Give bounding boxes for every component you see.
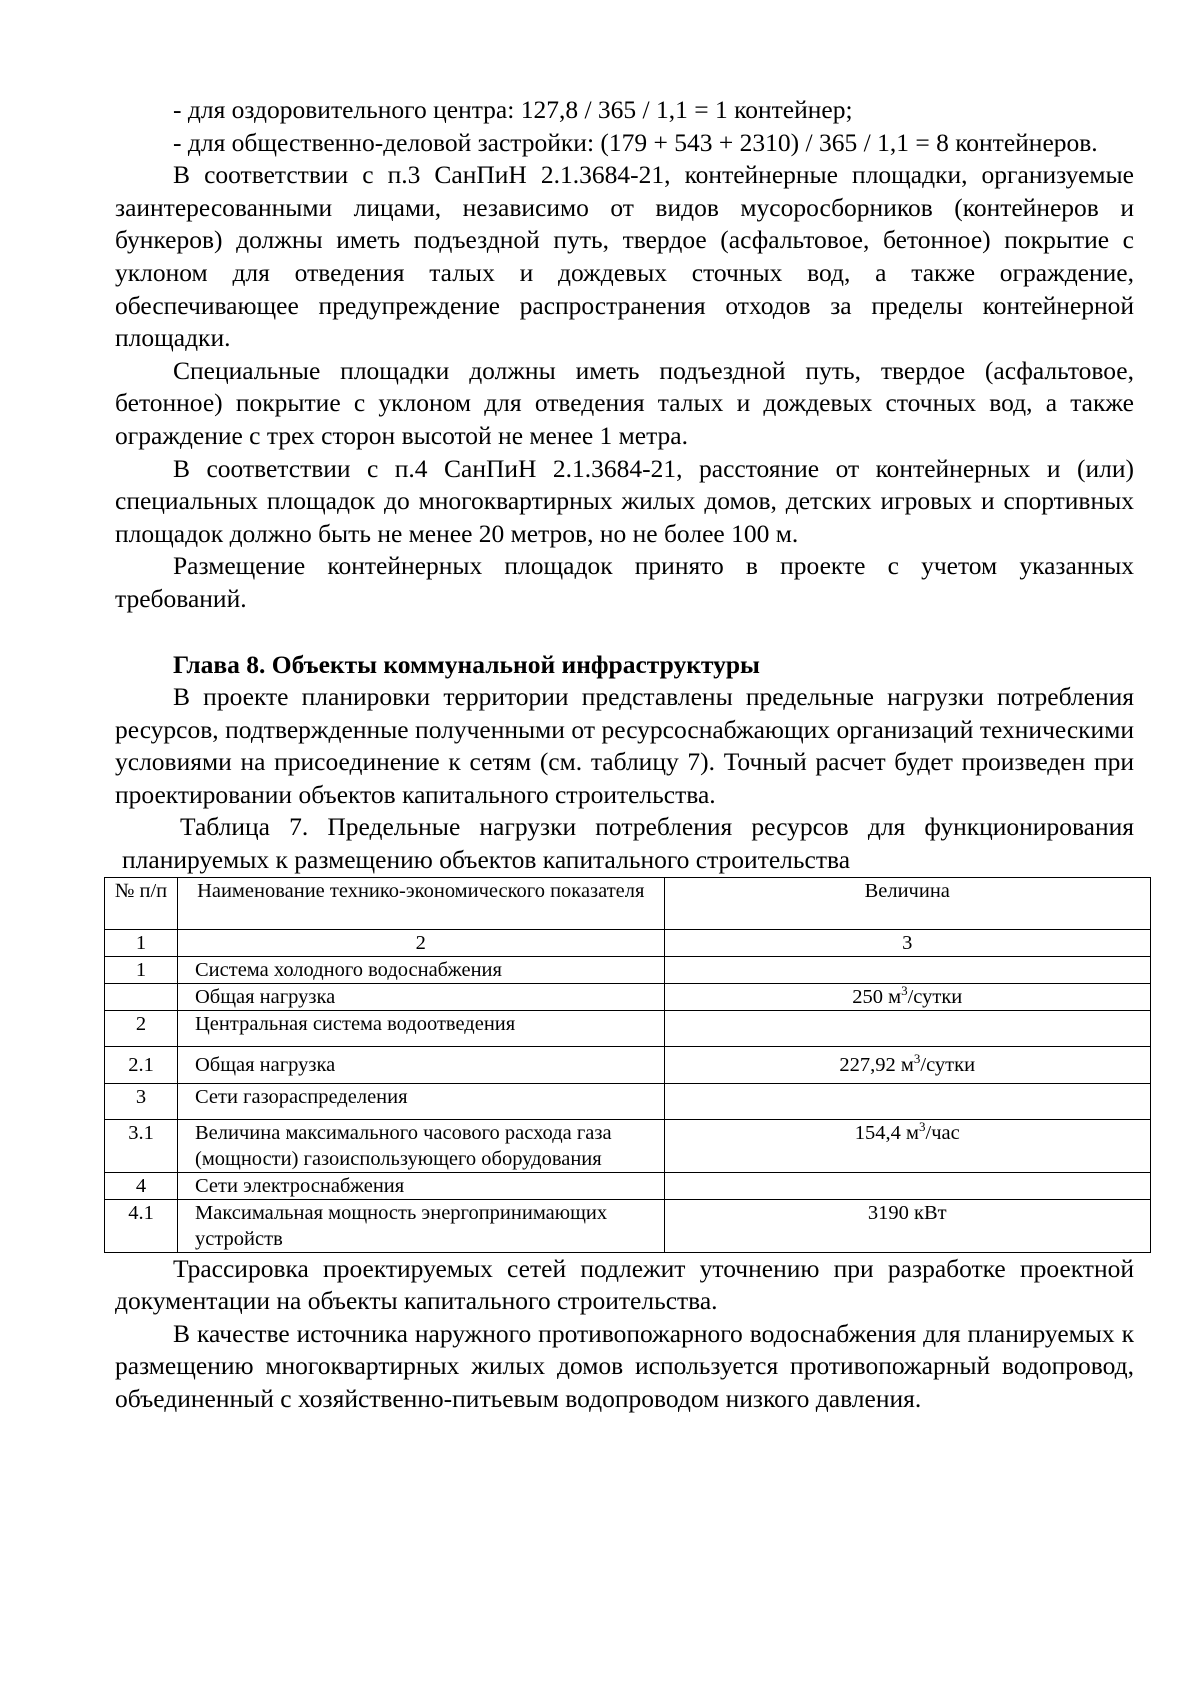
row-value: 154,4 $м^3$/час (664, 1119, 1151, 1172)
paragraph: В соответствии с п.4 СанПиН 2.1.3684-21, расстояние от контейнерных и (или) специальных площадок до многоквартирных жилых домов, детских игровых и спортивных площадок должно быть не менее 20 метров, но не более 100 м. (115, 453, 1134, 548)
paragraph: В соответствии с п.3 СанПиН 2.1.3684-21, контейнерные площадки, организуемые заинтересованными лицами, независимо от видов мусоросборников (контейнеров и бункеров) должны иметь подъездной путь, твердое (асфальтовое, бетонное) покрытие с уклоном для отведения талых и дождевых сточных вод, а также ограждение, обеспечивающее предупреждение распространения отходов за пределы контейнерной площадки. (115, 160, 1134, 353)
table-caption: Таблица 7. Предельные нагрузки потребления ресурсов для функционирования планируемых к размещению объектов капитального строительства (122, 812, 1134, 875)
row-num: 3 (105, 1083, 178, 1119)
row-num: 4.1 (105, 1199, 178, 1252)
row-name: Общая нагрузка (178, 1046, 665, 1083)
row-name: Максимальная мощность энергопринимающих устройств (178, 1199, 665, 1252)
paragraph: Специальные площадки должны иметь подъездной путь, твердое (асфальтовое, бетонное) покрытие с уклоном для отведения талых и дождевых сточных вод, а также ограждение с трех сторон высотой не менее 1 метра. (115, 355, 1134, 450)
header-value: Величина (664, 877, 1151, 929)
header-name: Наименование технико-экономического показателя (178, 877, 665, 929)
table-row (105, 983, 1151, 1010)
row-num: 1 (105, 956, 178, 983)
row-num: 2.1 (105, 1046, 178, 1083)
row-value: 3190 кВт (664, 1199, 1151, 1252)
table-row (105, 1119, 1151, 1172)
table-row (105, 956, 1151, 983)
table-row (105, 1172, 1151, 1199)
chapter-heading: Глава 8. Объекты коммунальной инфраструктуры (173, 649, 760, 679)
row-name: Сети электроснабжения (178, 1172, 665, 1199)
row-num: 2 (105, 1010, 178, 1046)
row-num: 3.1 (105, 1119, 178, 1172)
table-header-row (105, 877, 1151, 929)
table-index-row (105, 929, 1151, 956)
row-name: Общая нагрузка (178, 983, 665, 1010)
row-name: Система холодного водоснабжения (178, 956, 665, 983)
row-value (664, 1010, 1151, 1046)
paragraph: - для оздоровительного центра: 127,8 / 365 / 1,1 = 1 контейнер; (173, 95, 853, 124)
row-name: Сети газораспределения (178, 1083, 665, 1119)
table-row (105, 1199, 1151, 1252)
paragraph: Размещение контейнерных площадок принято в проекте с учетом указанных требований. (115, 551, 1134, 613)
row-value (664, 1083, 1151, 1119)
paragraph: - для общественно-деловой застройки: (179 + 543 + 2310) / 365 / 1,1 = 8 контейнеров. (173, 127, 1098, 157)
paragraph: В проекте планировки территории представлены предельные нагрузки потребления ресурсов, подтвержденные полученными от ресурсоснабжающих организаций техническими условиями на присоединение к сетям (см. таблицу 7). Точный расчет будет произведен при проектировании объектов капитального строительства. (115, 682, 1134, 809)
row-num (105, 983, 178, 1010)
table-row (105, 1010, 1151, 1046)
row-value (664, 1172, 1151, 1199)
index-name: 2 (178, 929, 665, 956)
paragraph: Трассировка проектируемых сетей подлежит уточнению при разработке проектной документации на объекты капитального строительства. (115, 1253, 1134, 1316)
row-name: Центральная система водоотведения (178, 1010, 665, 1046)
index-value: 3 (664, 929, 1151, 956)
row-num: 4 (105, 1172, 178, 1199)
row-name: Величина максимального часового расхода газа (мощности) газоиспользующего оборудования (178, 1119, 665, 1172)
row-value (664, 956, 1151, 983)
table-row (105, 1046, 1151, 1083)
paragraph: В качестве источника наружного противопожарного водоснабжения для планируемых к размещению многоквартирных жилых домов используется противопожарный водопровод, объединенный с хозяйственно-питьевым водопроводом низкого давления. (115, 1318, 1134, 1414)
row-value: 227,92 $м^3$/сутки (664, 1046, 1151, 1083)
document-page (115, 94, 1134, 1416)
index-num: 1 (105, 929, 178, 956)
resource-load-table (104, 877, 1151, 1253)
header-num: № п/п (105, 877, 178, 929)
table-row (105, 1083, 1151, 1119)
row-value: 250 $м^3$/сутки (664, 983, 1151, 1010)
